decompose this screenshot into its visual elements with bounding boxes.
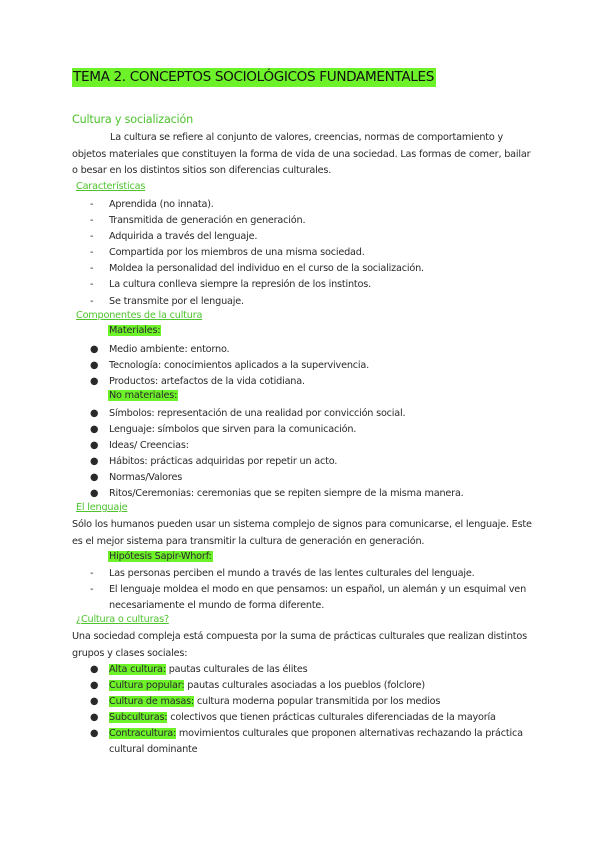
- list-item: ● Hábitos: prácticas adquiridas por repetir un acto.: [90, 456, 338, 468]
- list-item: ● Símbolos: representación de una realidad por convicción social.: [90, 408, 406, 419]
- term-highlight: Subculturas:: [109, 712, 168, 724]
- list-item: - Transmitida de generación en generación.: [90, 215, 306, 227]
- page-title: TEMA 2. CONCEPTOS SOCIOLÓGICOS FUNDAMENTALES: [73, 69, 435, 85]
- list-item: - La cultura conlleva siempre la represión de los instintos.: [90, 279, 371, 291]
- term-highlight: Cultura popular:: [109, 680, 185, 692]
- list-item: ● Normas/Valores: [90, 472, 183, 484]
- list-item: - El lenguaje moldea el modo en que pensamos: un español, un alemán y un esquimal ven necesariamente el mundo de forma diferente.: [90, 584, 527, 612]
- hipotesis-list: [90, 566, 529, 614]
- list-item: ● Productos: artefactos de la vida cotidiana.: [90, 376, 305, 388]
- term-highlight: Alta cultura:: [109, 664, 166, 675]
- heading-lenguaje: El lenguaje: [76, 502, 128, 513]
- list-item: ● Tecnología: conocimientos aplicados a la supervivencia.: [90, 360, 370, 372]
- list-item: ● Contracultura: movimientos culturales que proponen alternativas rechazando la práctica cultural dominante: [90, 728, 523, 756]
- list-item: - Compartida por los miembros de una misma sociedad.: [90, 247, 365, 259]
- heading-culturas: ¿Cultura o culturas?: [76, 614, 169, 625]
- list-item: ● Lenguaje: símbolos que sirven para la comunicación.: [90, 424, 357, 436]
- intro-paragraph: [72, 130, 532, 180]
- list-item: ● Cultura popular: pautas culturales asociadas a los pueblos (folclore): [90, 680, 426, 692]
- list-item: ● Medio ambiente: entorno.: [90, 344, 230, 355]
- section-heading: Cultura y socialización: [72, 113, 194, 126]
- list-item: - Moldea la personalidad del individuo en el curso de la socialización.: [90, 263, 424, 275]
- list-item: ● Alta cultura: pautas culturales de las élites: [90, 664, 308, 675]
- subheading-no-materiales: No materiales:: [109, 390, 178, 401]
- list-item: ● Ritos/Ceremonias: ceremonias que se repiten siempre de la misma manera.: [90, 488, 464, 500]
- subheading-materiales: Materiales:: [109, 325, 161, 336]
- culturas-paragraph: Una sociedad compleja está compuesta por la suma de prácticas culturales que realizan distintos grupos y clases sociales:: [72, 631, 527, 659]
- term-highlight: Cultura de masas:: [109, 696, 194, 708]
- intro-text: La cultura se refiere al conjunto de valores, creencias, normas de comportamiento y objetos materiales que constituyen la forma de vida de una sociedad. Las formas de comer, bailar o besar en los distintos sitios son diferencias culturales.: [72, 132, 531, 176]
- heading-componentes: Componentes de la cultura: [76, 310, 203, 321]
- list-item: ● Subculturas: colectivos que tienen prácticas culturales diferenciadas de la mayoría: [90, 712, 496, 724]
- materiales-list: [90, 342, 369, 390]
- list-item: - Se transmite por el lenguaje.: [90, 295, 244, 307]
- no-materiales-list: [90, 406, 464, 503]
- list-item: - Aprendida (no innata).: [90, 199, 214, 210]
- term-highlight: Contracultura:: [109, 728, 177, 740]
- list-item: - Las personas perciben el mundo a través de las lentes culturales del lenguaje.: [90, 568, 475, 579]
- subheading-hipotesis: Hipótesis Sapir-Whorf:: [109, 551, 212, 562]
- list-item: ● Cultura de masas: cultura moderna popular transmitida por los medios: [90, 696, 441, 708]
- list-item: ● Ideas/ Creencias:: [90, 440, 189, 452]
- lenguaje-paragraph: Sólo los humanos pueden usar un sistema complejo de signos para comunicarse, el lenguaje. Este es el mejor sistema para transmitir la cultura de generación en generación.: [72, 519, 532, 547]
- culturas-list: [90, 662, 529, 759]
- caracteristicas-list: [90, 197, 424, 310]
- list-item: - Adquirida a través del lenguaje.: [90, 231, 258, 243]
- heading-caracteristicas: Características: [76, 181, 146, 192]
